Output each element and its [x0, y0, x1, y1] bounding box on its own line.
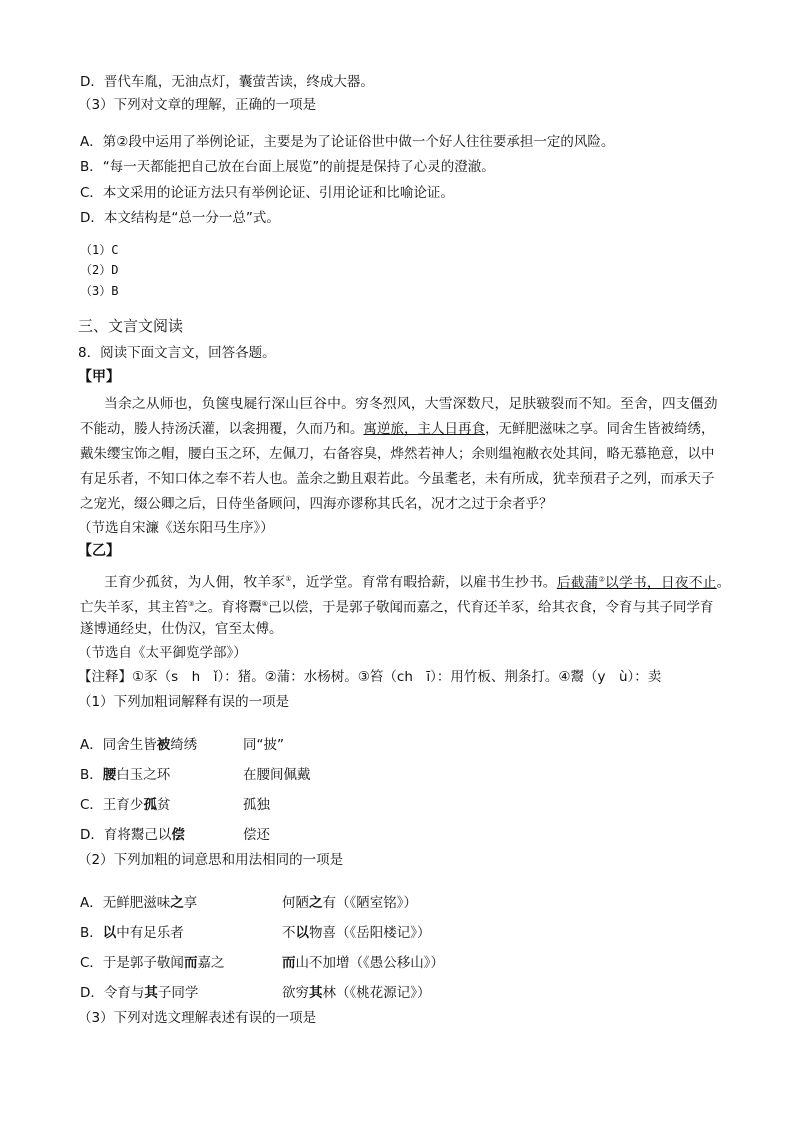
passage-jia-line-4: 有足乐者，不知口体之奉不若人也。盖余之勤且艰若此。今虽耄老，未有所成，犹幸预君子之列，而承天子	[80, 471, 715, 487]
q7-sub3-stem: （3）下列对文章的理解，正确的一项是	[78, 97, 317, 113]
passage-yi-source: （节选自《太平御览学部》）	[78, 645, 247, 661]
answer-3: （3）B	[80, 284, 119, 298]
yi-text-b: ，近学堂。育常有暇拾薪，以雇书生抄书。	[291, 574, 557, 591]
bold-word: 孤	[143, 797, 157, 813]
option-text: A．同舍生皆	[80, 737, 157, 753]
compare-text: 何陋	[282, 895, 309, 911]
compare-text: 有（《陋室铭》）	[322, 895, 417, 911]
q8-stem: 8．阅读下面文言文，回答各题。	[78, 345, 276, 361]
q8-sub2-option-a	[80, 893, 197, 913]
yi-text-c: 亡失羊豕，其主笞	[80, 599, 188, 616]
note-mark-2: ②	[598, 575, 606, 583]
option-text: B．	[80, 925, 103, 941]
answer-2: （2）D	[80, 263, 119, 277]
bold-word: 其	[144, 985, 158, 1001]
q8-sub1-explain-a: 同“披”	[243, 737, 284, 753]
option-text: 中有足乐者	[116, 925, 184, 941]
yi-text-end: 。	[716, 574, 731, 591]
q8-sub1-option-c	[80, 795, 170, 815]
passage-yi-line-3: 遂博通经史，仕伪汉，官至太傅。	[80, 621, 283, 637]
compare-text: 不	[282, 925, 296, 941]
option-text: 白玉之环	[116, 767, 171, 783]
bold-word: 而	[282, 955, 296, 971]
option-text: C．王育少	[80, 797, 144, 813]
passage-jia-line-5: 之宠光，缀公卿之后，日侍坐备顾问，四海亦谬称其氏名，况才之过于余者乎？	[80, 496, 553, 512]
bold-word: 被	[156, 737, 171, 753]
yi-underline-b: 以学书，日夜不止	[605, 574, 717, 591]
passage-yi-line-1	[104, 569, 731, 593]
passage-jia-line-2-rest: ，无鲜肥滋味之享。同舍生皆被绮绣，	[485, 421, 715, 437]
q8-sub2-compare-d	[282, 983, 431, 1003]
bold-word: 腰	[102, 767, 117, 783]
passage-jia-line-3: 戴朱缨宝饰之帽，腰白玉之环，左佩刀，右备容臭，烨然若神人；余则缊袍敝衣处其间，略无慕艳意，以中	[80, 446, 715, 462]
yi-underline-a: 后截蒲	[556, 574, 599, 591]
passage-jia-line-1: 当余之从师也，负箧曳屣行深山巨谷中。穷冬烈风，大雪深数尺，足肤皲裂而不知。至舍，四支僵劲	[104, 396, 718, 412]
option-text: 绮绣	[170, 737, 198, 753]
yi-text-a: 王育少孤贫，为人佣，牧羊豕	[104, 574, 286, 591]
q7-sub3-option-c: C．本文采用的论证方法只有举例论证、引用论证和比喻论证。	[80, 185, 454, 201]
compare-text: 林（《桃花源记》）	[322, 985, 431, 1001]
q8-sub1-option-b	[80, 765, 170, 785]
section-title: 三、文言文阅读	[78, 317, 184, 335]
underlined-sentence-yi	[557, 575, 717, 591]
option-text: 享	[183, 895, 198, 911]
option-text: 贫	[156, 797, 171, 813]
passage-yi-line-2	[80, 594, 714, 618]
q8-sub1-option-d	[80, 825, 185, 845]
option-text: 子同学	[157, 985, 199, 1001]
passage-yi-label: 【乙】	[78, 543, 120, 559]
q8-sub2-compare-a	[282, 893, 417, 913]
bold-word: 之	[309, 895, 323, 911]
option-text: 嘉之	[197, 955, 225, 971]
passage-jia-label: 【甲】	[78, 369, 120, 385]
q7-sub3-option-a: A．第②段中运用了举例论证，主要是为了论证俗世中做一个好人往往要承担一定的风险。	[80, 134, 615, 150]
q7-sub3-option-b: B．“每一天都能把自己放在台面上展览”的前提是保持了心灵的澄澈。	[80, 159, 495, 175]
option-text: D．令育与	[80, 985, 145, 1001]
note-mark-1: ①	[285, 575, 292, 583]
answer-1: （1）C	[80, 243, 119, 257]
option-text: D．育将鬻己以	[80, 827, 172, 843]
yi-text-d: 之。育将鬻	[194, 599, 262, 616]
q8-sub1-option-a	[80, 735, 197, 755]
q8-sub2-option-c	[80, 953, 224, 973]
compare-text: 欲穷	[282, 985, 309, 1001]
underlined-sentence-jia: 寓逆旅，主人日再食	[363, 421, 485, 437]
note-mark-4: ④	[261, 600, 269, 608]
q8-sub1-explain-c: 孤独	[243, 797, 270, 813]
passage-jia-source: （节选自宋濂《送东阳马生序》）	[78, 520, 274, 536]
passage-jia-line-2-text: 不能动，媵人持汤沃灌，以衾拥覆，久而乃和。	[80, 421, 364, 437]
annotation-notes: 【注释】①豕（s h ǐ）：猪。②蒲：水杨树。③笞（ch ī）：用竹板、荆条打。④鬻（y ù）：卖	[78, 669, 662, 685]
q7-sub3-option-d: D．本文结构是“总一分一总”式。	[80, 210, 280, 226]
bold-word: 以	[102, 925, 117, 941]
yi-text-e: 己以偿，于是郭子敬闻而嘉之，代育还羊豕，给其衣食，令育与其子同学育	[268, 599, 714, 616]
q8-sub2-option-d	[80, 983, 198, 1003]
q8-sub2-compare-c	[282, 953, 444, 973]
bold-word: 之	[170, 895, 184, 911]
compare-text: 山不加增（《愚公移山》）	[295, 955, 444, 971]
q8-sub2-option-b	[80, 923, 184, 943]
bold-word: 偿	[171, 827, 185, 843]
q8-sub2-stem: （2）下列加粗的词意思和用法相同的一项是	[78, 852, 344, 868]
option-text: C．于是郭子敬闻	[80, 955, 184, 971]
option-text: A．无鲜肥滋味	[80, 895, 171, 911]
bold-word: 其	[309, 985, 323, 1001]
bold-word: 以	[295, 925, 309, 941]
q8-sub3-stem: （3）下列对选文理解表述有误的一项是	[78, 1010, 317, 1026]
q8-sub1-stem: （1）下列加粗词解释有误的一项是	[78, 694, 290, 710]
compare-text: 物喜（《岳阳楼记》）	[309, 925, 431, 941]
bold-word: 而	[183, 955, 198, 971]
q8-sub1-explain-b: 在腰间佩戴	[243, 767, 311, 783]
q8-sub1-explain-d: 偿还	[243, 827, 270, 843]
q8-sub2-compare-b	[282, 923, 431, 943]
passage-jia-line-2	[80, 419, 715, 439]
option-text: B．	[80, 767, 103, 783]
note-mark-3: ③	[188, 600, 195, 608]
q7-option-d: D．晋代车胤，无油点灯，囊萤苦读，终成大器。	[80, 74, 374, 90]
